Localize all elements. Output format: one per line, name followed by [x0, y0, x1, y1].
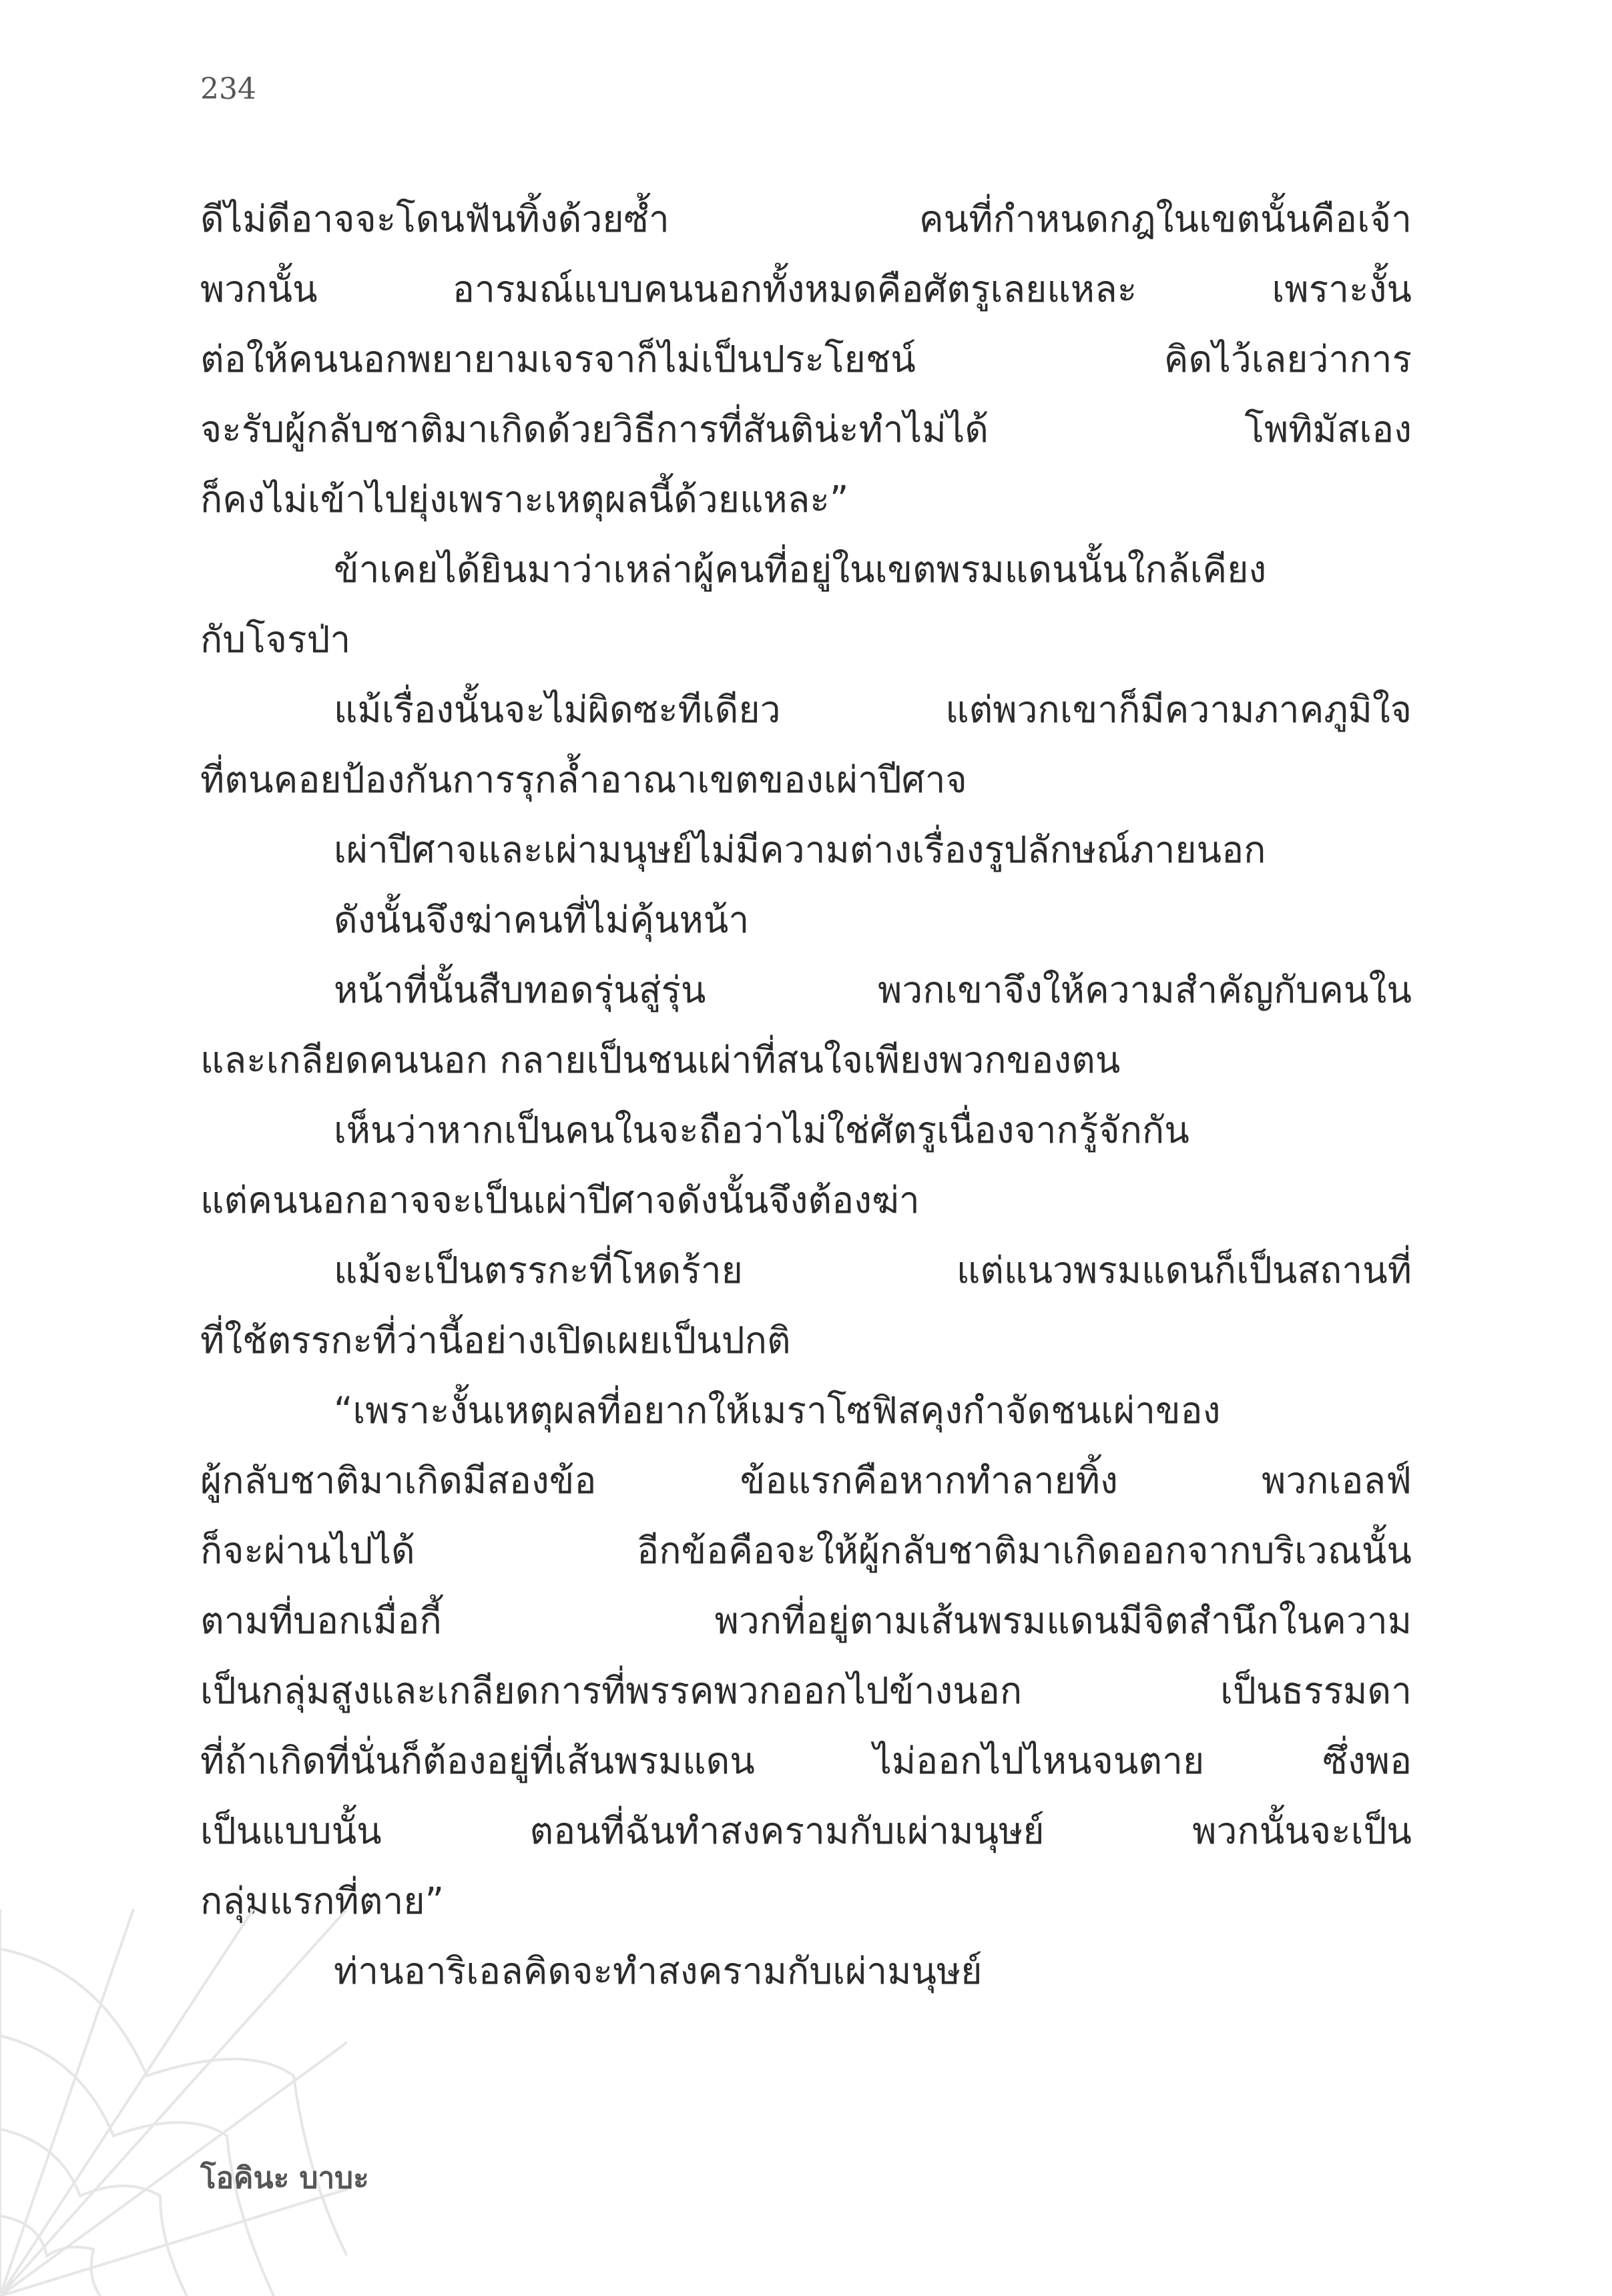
- text-line: แม้เรื่องนั้นจะไม่ผิดซะทีเดียว แต่พวกเขาก็มีความภาคภูมิใจ: [334, 688, 1412, 731]
- spider-web-icon: [0, 1909, 347, 2296]
- text-line: พวกนั้น อารมณ์แบบคนนอกทั้งหมดคือศัตรูเลยแหละ เพราะงั้น: [200, 268, 1412, 310]
- text-line: “เพราะงั้นเหตุผลที่อยากให้เมราโซฟิสคุงกำจัดชนเผ่าของ: [334, 1389, 1221, 1432]
- text-line: กลุ่มแรกที่ตาย”: [200, 1880, 445, 1922]
- text-line: เป็นแบบนั้น ตอนที่ฉันทำสงครามกับเผ่ามนุษย์ พวกนั้นจะเป็น: [200, 1809, 1412, 1852]
- text-line: ข้าเคยได้ยินมาว่าเหล่าผู้คนที่อยู่ในเขตพรมแดนนั้นใกล้เคียง: [334, 548, 1267, 591]
- text-line: ตามที่บอกเมื่อกี้ พวกที่อยู่ตามเส้นพรมแดนมีจิตสำนึกในความ: [200, 1599, 1412, 1642]
- page-number: 234: [200, 72, 256, 106]
- text-line: ดีไม่ดีอาจจะโดนฟันทิ้งด้วยซ้ำ คนที่กำหนดกฎในเขตนั้นคือเจ้า: [200, 198, 1412, 240]
- text-line: ที่ตนคอยป้องกันการรุกล้ำอาณาเขตของเผ่าปีศาจ: [200, 758, 967, 801]
- text-line: เผ่าปีศาจและเผ่ามนุษย์ไม่มีความต่างเรื่องรูปลักษณ์ภายนอก: [334, 828, 1266, 871]
- text-line: ผู้กลับชาติมาเกิดมีสองข้อ ข้อแรกคือหากทำลายทิ้ง พวกเอลฟ์: [200, 1459, 1412, 1502]
- text-line: หน้าที่นั้นสืบทอดรุ่นสู่รุ่น พวกเขาจึงให้ความสำคัญกับคนใน: [334, 968, 1412, 1011]
- text-line: และเกลียดคนนอก กลายเป็นชนเผ่าที่สนใจเพียงพวกของตน: [200, 1039, 1121, 1081]
- text-line: จะรับผู้กลับชาติมาเกิดด้วยวิธีการที่สันติน่ะทำไม่ได้ โพทิมัสเอง: [200, 408, 1412, 451]
- text-line: ที่ใช้ตรรกะที่ว่านี้อย่างเปิดเผยเป็นปกติ: [200, 1319, 791, 1362]
- text-line: ดังนั้นจึงฆ่าคนที่ไม่คุ้นหน้า: [334, 898, 750, 941]
- text-line: ก็คงไม่เข้าไปยุ่งเพราะเหตุผลนี้ด้วยแหละ”: [200, 478, 849, 521]
- text-line: แม้จะเป็นตรรกะที่โหดร้าย แต่แนวพรมแดนก็เป็นสถานที่: [334, 1249, 1412, 1292]
- text-line: ต่อให้คนนอกพยายามเจรจาก็ไม่เป็นประโยชน์ คิดไว้เลยว่าการ: [200, 338, 1412, 380]
- text-line: กับโจรป่า: [200, 618, 351, 661]
- body-text: [200, 184, 1412, 2006]
- text-line: เป็นกลุ่มสูงและเกลียดการที่พรรคพวกออกไปข้างนอก เป็นธรรมดา: [200, 1669, 1412, 1712]
- text-line: ท่านอาริเอลคิดจะทำสงครามกับเผ่ามนุษย์: [334, 1950, 983, 1992]
- text-line: แต่คนนอกอาจจะเป็นเผ่าปีศาจดังนั้นจึงต้องฆ่า: [200, 1179, 920, 1221]
- footer-author: โอคินะ บาบะ: [200, 2161, 369, 2195]
- text-line: ก็จะผ่านไปได้ อีกข้อคือจะให้ผู้กลับชาติมาเกิดออกจากบริเวณนั้น: [200, 1529, 1412, 1572]
- text-line: เห็นว่าหากเป็นคนในจะถือว่าไม่ใช่ศัตรูเนื่องจากรู้จักกัน: [334, 1109, 1189, 1151]
- text-line: ที่ถ้าเกิดที่นั่นก็ต้องอยู่ที่เส้นพรมแดน ไม่ออกไปไหนจนตาย ซึ่งพอ: [200, 1739, 1412, 1782]
